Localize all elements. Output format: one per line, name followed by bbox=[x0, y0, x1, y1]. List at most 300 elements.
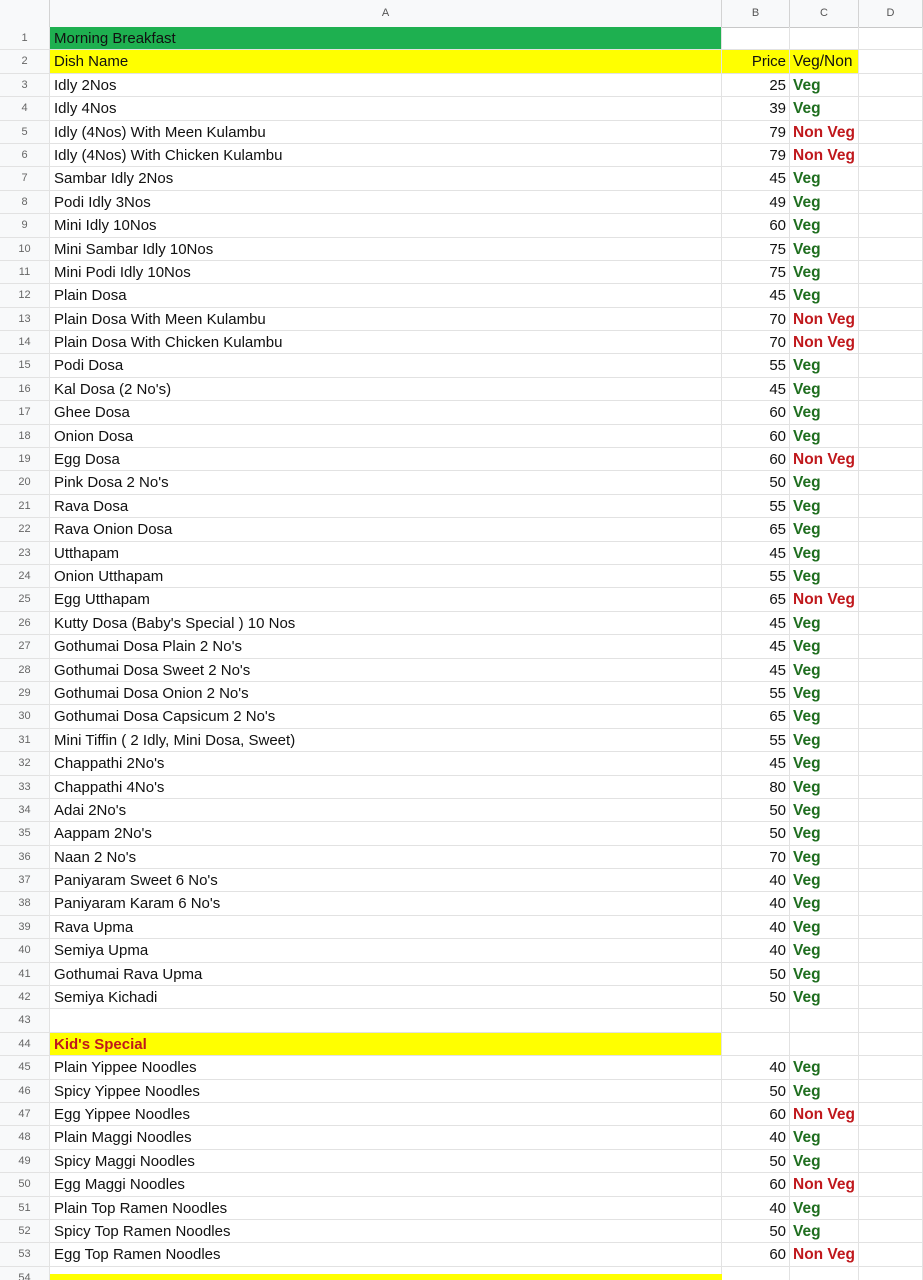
cell-veg-type[interactable]: Veg bbox=[790, 471, 859, 493]
cell-dish-name[interactable]: Mini Idly 10Nos bbox=[50, 214, 722, 236]
cell-dish-name[interactable]: Sambar Idly 2Nos bbox=[50, 167, 722, 189]
cell-veg-type[interactable]: Veg bbox=[790, 167, 859, 189]
cell-empty[interactable] bbox=[859, 1103, 923, 1125]
cell-empty[interactable] bbox=[722, 27, 790, 49]
cell-price[interactable]: 75 bbox=[722, 238, 790, 260]
cell-veg-type[interactable]: Veg bbox=[790, 659, 859, 681]
cell-veg-type[interactable]: Non Veg bbox=[790, 588, 859, 610]
cell-veg-type[interactable]: Non Veg bbox=[790, 1243, 859, 1265]
cell-price[interactable]: 79 bbox=[722, 121, 790, 143]
table-row bbox=[0, 986, 923, 1009]
row-number[interactable]: 40 bbox=[0, 939, 50, 961]
cell-empty[interactable] bbox=[859, 261, 923, 283]
row-number[interactable]: 53 bbox=[0, 1243, 50, 1265]
cell-dish-name[interactable]: Onion Dosa bbox=[50, 425, 722, 447]
cell-empty[interactable] bbox=[859, 238, 923, 260]
cell-dish-name[interactable]: Kal Dosa (2 No's) bbox=[50, 378, 722, 400]
cell-price[interactable]: 70 bbox=[722, 846, 790, 868]
cell-dish-name[interactable]: Gothumai Rava Upma bbox=[50, 963, 722, 985]
cell-empty[interactable] bbox=[859, 565, 923, 587]
cell-dish-name[interactable]: Egg Top Ramen Noodles bbox=[50, 1243, 722, 1265]
cell-empty[interactable] bbox=[859, 939, 923, 961]
cell-empty[interactable] bbox=[859, 448, 923, 470]
cell-empty[interactable] bbox=[859, 542, 923, 564]
row-number[interactable]: 17 bbox=[0, 401, 50, 423]
row-number[interactable]: 14 bbox=[0, 331, 50, 353]
column-header-c[interactable]: C bbox=[790, 0, 859, 27]
cell-veg-type[interactable]: Veg bbox=[790, 729, 859, 751]
cell-dish-name[interactable]: Aappam 2No's bbox=[50, 822, 722, 844]
cell-dish-name[interactable]: Plain Dosa With Meen Kulambu bbox=[50, 308, 722, 330]
cell-price[interactable]: 50 bbox=[722, 822, 790, 844]
cell-veg-type[interactable]: Veg bbox=[790, 869, 859, 891]
row-number[interactable]: 20 bbox=[0, 471, 50, 493]
cell-price[interactable]: 70 bbox=[722, 331, 790, 353]
cell-price[interactable]: 40 bbox=[722, 869, 790, 891]
cell-dish-name[interactable]: Egg Utthapam bbox=[50, 588, 722, 610]
cell-price[interactable]: 50 bbox=[722, 986, 790, 1008]
cell-empty[interactable] bbox=[859, 191, 923, 213]
cell-empty[interactable] bbox=[859, 1150, 923, 1172]
row-number[interactable]: 36 bbox=[0, 846, 50, 868]
cell-veg-type[interactable]: Non Veg bbox=[790, 448, 859, 470]
cell-price[interactable]: 65 bbox=[722, 588, 790, 610]
cell-empty[interactable] bbox=[859, 588, 923, 610]
cell-veg-type[interactable]: Veg bbox=[790, 378, 859, 400]
cell-empty[interactable] bbox=[859, 27, 923, 49]
row-number[interactable]: 41 bbox=[0, 963, 50, 985]
cell-veg-type[interactable]: Veg bbox=[790, 1150, 859, 1172]
cell-dish-name[interactable]: Idly (4Nos) With Chicken Kulambu bbox=[50, 144, 722, 166]
cell-empty[interactable] bbox=[790, 1009, 859, 1031]
row-number[interactable]: 1 bbox=[0, 27, 50, 49]
table-row bbox=[0, 191, 923, 214]
cell-price[interactable]: 50 bbox=[722, 799, 790, 821]
row-number[interactable]: 25 bbox=[0, 588, 50, 610]
cell-dish-name[interactable]: Idly 2Nos bbox=[50, 74, 722, 96]
cell-empty[interactable] bbox=[859, 425, 923, 447]
cell-price[interactable]: 75 bbox=[722, 261, 790, 283]
cell-dish-name[interactable]: Rava Onion Dosa bbox=[50, 518, 722, 540]
row-number[interactable]: 29 bbox=[0, 682, 50, 704]
row-number[interactable]: 50 bbox=[0, 1173, 50, 1195]
cell-empty[interactable] bbox=[859, 986, 923, 1008]
row-number[interactable]: 21 bbox=[0, 495, 50, 517]
cell-veg-type[interactable]: Non Veg bbox=[790, 121, 859, 143]
row-number[interactable]: 28 bbox=[0, 659, 50, 681]
cell-empty[interactable] bbox=[859, 776, 923, 798]
column-header-d[interactable]: D bbox=[859, 0, 923, 27]
cell-veg-type[interactable]: Veg bbox=[790, 495, 859, 517]
cell-veg-type[interactable]: Veg bbox=[790, 892, 859, 914]
cell-dish-name[interactable]: Gothumai Dosa Plain 2 No's bbox=[50, 635, 722, 657]
menu-title[interactable]: Morning Breakfast bbox=[50, 27, 722, 49]
cell-dish-name[interactable]: Semiya Upma bbox=[50, 939, 722, 961]
cell-price[interactable]: 60 bbox=[722, 448, 790, 470]
table-row bbox=[0, 378, 923, 401]
cell-empty[interactable] bbox=[859, 144, 923, 166]
table-row bbox=[0, 1126, 923, 1149]
cell-price[interactable]: 60 bbox=[722, 425, 790, 447]
cell-veg-type[interactable]: Veg bbox=[790, 776, 859, 798]
cell-empty[interactable] bbox=[859, 308, 923, 330]
cell-dish-name[interactable]: Spicy Yippee Noodles bbox=[50, 1080, 722, 1102]
cell-empty[interactable] bbox=[859, 97, 923, 119]
cell-price[interactable]: 50 bbox=[722, 1080, 790, 1102]
cell-price[interactable]: 55 bbox=[722, 729, 790, 751]
cell-price[interactable]: 45 bbox=[722, 659, 790, 681]
cell-empty[interactable] bbox=[859, 121, 923, 143]
cell-dish-name[interactable]: Spicy Top Ramen Noodles bbox=[50, 1220, 722, 1242]
cell-dish-name[interactable]: Ghee Dosa bbox=[50, 401, 722, 423]
cell-price[interactable]: 50 bbox=[722, 1150, 790, 1172]
row-number[interactable]: 47 bbox=[0, 1103, 50, 1125]
cell-empty[interactable] bbox=[859, 892, 923, 914]
cell-price[interactable]: 45 bbox=[722, 378, 790, 400]
row-number[interactable]: 10 bbox=[0, 238, 50, 260]
cell-price[interactable]: 45 bbox=[722, 284, 790, 306]
cell-veg-type[interactable]: Veg bbox=[790, 425, 859, 447]
cell-dish-name[interactable]: Adai 2No's bbox=[50, 799, 722, 821]
cell-empty[interactable] bbox=[859, 659, 923, 681]
cell-empty[interactable] bbox=[859, 682, 923, 704]
cell-price[interactable]: 40 bbox=[722, 892, 790, 914]
row-number[interactable]: 48 bbox=[0, 1126, 50, 1148]
cell-veg-type[interactable]: Veg bbox=[790, 963, 859, 985]
section-row bbox=[0, 1033, 923, 1056]
cell-veg-type[interactable]: Non Veg bbox=[790, 1103, 859, 1125]
cell-empty[interactable] bbox=[859, 1220, 923, 1242]
cell-price[interactable]: 70 bbox=[722, 308, 790, 330]
row-number[interactable]: 35 bbox=[0, 822, 50, 844]
cell-empty[interactable] bbox=[859, 1267, 923, 1280]
empty-row bbox=[0, 1009, 923, 1032]
row-number[interactable]: 27 bbox=[0, 635, 50, 657]
table-row bbox=[0, 822, 923, 845]
cell-dish-name[interactable]: Mini Sambar Idly 10Nos bbox=[50, 238, 722, 260]
cell-empty[interactable] bbox=[859, 167, 923, 189]
cell-veg-type[interactable]: Non Veg bbox=[790, 331, 859, 353]
cell-empty[interactable] bbox=[859, 214, 923, 236]
cell-empty[interactable] bbox=[859, 799, 923, 821]
cell-dish-name[interactable]: Podi Dosa bbox=[50, 354, 722, 376]
row-number[interactable]: 26 bbox=[0, 612, 50, 634]
cell-dish-name[interactable]: Plain Maggi Noodles bbox=[50, 1126, 722, 1148]
cell-price[interactable]: 60 bbox=[722, 1103, 790, 1125]
cell-price[interactable]: 40 bbox=[722, 1056, 790, 1078]
cell-empty[interactable] bbox=[859, 635, 923, 657]
cell-dish-name[interactable]: Plain Dosa bbox=[50, 284, 722, 306]
cell-empty[interactable] bbox=[859, 495, 923, 517]
table-row bbox=[0, 542, 923, 565]
row-number[interactable]: 30 bbox=[0, 705, 50, 727]
cell-empty[interactable] bbox=[859, 471, 923, 493]
row-number[interactable]: 34 bbox=[0, 799, 50, 821]
cell-veg-type[interactable]: Non Veg bbox=[790, 308, 859, 330]
row-number[interactable]: 8 bbox=[0, 191, 50, 213]
cell-price[interactable]: 55 bbox=[722, 354, 790, 376]
cell-dish-name[interactable]: Kutty Dosa (Baby's Special ) 10 Nos bbox=[50, 612, 722, 634]
select-all-corner[interactable] bbox=[0, 0, 50, 27]
cell-veg-type[interactable]: Veg bbox=[790, 284, 859, 306]
cell-empty[interactable] bbox=[790, 1267, 859, 1280]
row-number[interactable]: 7 bbox=[0, 167, 50, 189]
row-number[interactable]: 22 bbox=[0, 518, 50, 540]
cell-dish-name[interactable]: Rava Upma bbox=[50, 916, 722, 938]
row-number[interactable]: 19 bbox=[0, 448, 50, 470]
cell-empty[interactable] bbox=[859, 1080, 923, 1102]
cell-dish-name[interactable]: Mini Podi Idly 10Nos bbox=[50, 261, 722, 283]
row-number[interactable]: 11 bbox=[0, 261, 50, 283]
cell-veg-type[interactable]: Veg bbox=[790, 822, 859, 844]
table-row bbox=[0, 1220, 923, 1243]
table-row bbox=[0, 612, 923, 635]
cell-empty[interactable] bbox=[859, 50, 923, 72]
row-number[interactable]: 49 bbox=[0, 1150, 50, 1172]
cell-empty[interactable] bbox=[859, 846, 923, 868]
cell-price[interactable]: 60 bbox=[722, 214, 790, 236]
row-number[interactable]: 16 bbox=[0, 378, 50, 400]
table-row bbox=[0, 518, 923, 541]
cell-dish-name[interactable]: Idly (4Nos) With Meen Kulambu bbox=[50, 121, 722, 143]
cell-dish-name[interactable]: Plain Dosa With Chicken Kulambu bbox=[50, 331, 722, 353]
cell-price[interactable]: 40 bbox=[722, 939, 790, 961]
table-row bbox=[0, 776, 923, 799]
cell-veg-type[interactable]: Veg bbox=[790, 799, 859, 821]
row-number[interactable]: 9 bbox=[0, 214, 50, 236]
cell-price[interactable]: 25 bbox=[722, 74, 790, 96]
section-title-kids-special[interactable]: Kid's Special bbox=[50, 1033, 722, 1055]
cell-price[interactable]: 60 bbox=[722, 1243, 790, 1265]
header-veg-non[interactable]: Veg/Non bbox=[790, 50, 859, 72]
row-number[interactable]: 24 bbox=[0, 565, 50, 587]
cell-dish-name[interactable]: Gothumai Dosa Sweet 2 No's bbox=[50, 659, 722, 681]
cell-empty[interactable] bbox=[859, 284, 923, 306]
row-number[interactable]: 51 bbox=[0, 1197, 50, 1219]
cell-dish-name[interactable]: Podi Idly 3Nos bbox=[50, 191, 722, 213]
row-number[interactable]: 3 bbox=[0, 74, 50, 96]
cell-empty[interactable] bbox=[722, 1009, 790, 1031]
cell-empty[interactable] bbox=[859, 518, 923, 540]
row-number[interactable]: 43 bbox=[0, 1009, 50, 1031]
cell-price[interactable]: 65 bbox=[722, 518, 790, 540]
cell-empty[interactable] bbox=[50, 1009, 722, 1031]
cell-dish-name[interactable]: Onion Utthapam bbox=[50, 565, 722, 587]
cell-price[interactable]: 45 bbox=[722, 752, 790, 774]
cell-dish-name[interactable]: Egg Yippee Noodles bbox=[50, 1103, 722, 1125]
cell-dish-name[interactable]: Plain Yippee Noodles bbox=[50, 1056, 722, 1078]
cell-veg-type[interactable]: Veg bbox=[790, 542, 859, 564]
cell-dish-name[interactable]: Chappathi 2No's bbox=[50, 752, 722, 774]
cell-empty[interactable] bbox=[722, 1267, 790, 1280]
cell-veg-type[interactable]: Veg bbox=[790, 1126, 859, 1148]
row-number[interactable]: 4 bbox=[0, 97, 50, 119]
row-number[interactable]: 39 bbox=[0, 916, 50, 938]
cell-price[interactable]: 79 bbox=[722, 144, 790, 166]
cell-veg-type[interactable]: Veg bbox=[790, 705, 859, 727]
cell-dish-name[interactable]: Semiya Kichadi bbox=[50, 986, 722, 1008]
row-number[interactable]: 5 bbox=[0, 121, 50, 143]
cell-empty[interactable] bbox=[859, 1197, 923, 1219]
cell-dish-name[interactable]: Naan 2 No's bbox=[50, 846, 722, 868]
cell-price[interactable]: 60 bbox=[722, 401, 790, 423]
cell-veg-type[interactable]: Veg bbox=[790, 682, 859, 704]
cell-veg-type[interactable]: Veg bbox=[790, 401, 859, 423]
cell-price[interactable]: 55 bbox=[722, 495, 790, 517]
row-number[interactable]: 2 bbox=[0, 50, 50, 72]
row-number[interactable]: 33 bbox=[0, 776, 50, 798]
cell-empty[interactable] bbox=[859, 869, 923, 891]
cell-veg-type[interactable]: Veg bbox=[790, 1056, 859, 1078]
table-row bbox=[0, 869, 923, 892]
cell-empty[interactable] bbox=[859, 963, 923, 985]
cell-empty[interactable] bbox=[790, 1033, 859, 1055]
cell-empty[interactable] bbox=[859, 1033, 923, 1055]
table-row bbox=[0, 97, 923, 120]
cell-empty[interactable] bbox=[859, 752, 923, 774]
cell-empty[interactable] bbox=[790, 27, 859, 49]
cell-empty[interactable] bbox=[859, 1009, 923, 1031]
cell-price[interactable]: 39 bbox=[722, 97, 790, 119]
cell-empty[interactable] bbox=[859, 916, 923, 938]
cell-veg-type[interactable]: Veg bbox=[790, 565, 859, 587]
cell-dish-name[interactable]: Idly 4Nos bbox=[50, 97, 722, 119]
cell-price[interactable]: 45 bbox=[722, 167, 790, 189]
cell-dish-name[interactable]: Gothumai Dosa Onion 2 No's bbox=[50, 682, 722, 704]
cell-veg-type[interactable]: Veg bbox=[790, 846, 859, 868]
cell-price[interactable]: 65 bbox=[722, 705, 790, 727]
cell-dish-name[interactable]: Chappathi 4No's bbox=[50, 776, 722, 798]
cell-veg-type[interactable]: Veg bbox=[790, 635, 859, 657]
row-number[interactable]: 46 bbox=[0, 1080, 50, 1102]
cell-veg-type[interactable]: Veg bbox=[790, 74, 859, 96]
row-number[interactable]: 32 bbox=[0, 752, 50, 774]
cell-dish-name[interactable]: Paniyaram Karam 6 No's bbox=[50, 892, 722, 914]
row-number[interactable]: 54 bbox=[0, 1267, 50, 1280]
row-number[interactable]: 42 bbox=[0, 986, 50, 1008]
cell-price[interactable]: 40 bbox=[722, 1197, 790, 1219]
cell-veg-type[interactable]: Veg bbox=[790, 518, 859, 540]
cell-veg-type[interactable]: Veg bbox=[790, 261, 859, 283]
cell-dish-name[interactable]: Egg Maggi Noodles bbox=[50, 1173, 722, 1195]
cell-veg-type[interactable]: Veg bbox=[790, 1080, 859, 1102]
column-header-b[interactable]: B bbox=[722, 0, 790, 27]
row-number[interactable]: 44 bbox=[0, 1033, 50, 1055]
cell-veg-type[interactable]: Veg bbox=[790, 612, 859, 634]
cell-dish-name[interactable]: Paniyaram Sweet 6 No's bbox=[50, 869, 722, 891]
cell-empty[interactable] bbox=[859, 729, 923, 751]
cell-veg-type[interactable]: Veg bbox=[790, 354, 859, 376]
cell-price[interactable]: 50 bbox=[722, 471, 790, 493]
cell-empty[interactable] bbox=[722, 1033, 790, 1055]
next-section-header-cell[interactable] bbox=[50, 1274, 722, 1280]
row-number[interactable]: 23 bbox=[0, 542, 50, 564]
table-row bbox=[0, 1173, 923, 1196]
row-number[interactable]: 13 bbox=[0, 308, 50, 330]
cell-veg-type[interactable]: Veg bbox=[790, 986, 859, 1008]
cell-price[interactable]: 55 bbox=[722, 682, 790, 704]
table-row bbox=[0, 963, 923, 986]
table-row bbox=[0, 425, 923, 448]
table-row bbox=[0, 799, 923, 822]
column-header-bar bbox=[0, 0, 923, 28]
cell-price[interactable]: 45 bbox=[722, 612, 790, 634]
header-price[interactable]: Price bbox=[722, 50, 790, 72]
cell-veg-type[interactable]: Veg bbox=[790, 214, 859, 236]
cell-veg-type[interactable]: Non Veg bbox=[790, 144, 859, 166]
cell-empty[interactable] bbox=[859, 74, 923, 96]
row-number[interactable]: 15 bbox=[0, 354, 50, 376]
row-number[interactable]: 45 bbox=[0, 1056, 50, 1078]
cell-price[interactable]: 49 bbox=[722, 191, 790, 213]
cell-price[interactable]: 40 bbox=[722, 916, 790, 938]
cell-dish-name[interactable]: Pink Dosa 2 No's bbox=[50, 471, 722, 493]
cell-dish-name[interactable]: Utthapam bbox=[50, 542, 722, 564]
cell-empty[interactable] bbox=[859, 1243, 923, 1265]
table-row bbox=[0, 448, 923, 471]
cell-empty[interactable] bbox=[859, 1126, 923, 1148]
cell-veg-type[interactable]: Non Veg bbox=[790, 1173, 859, 1195]
header-dish-name[interactable]: Dish Name bbox=[50, 50, 722, 72]
row-number[interactable]: 12 bbox=[0, 284, 50, 306]
cell-price[interactable]: 60 bbox=[722, 1173, 790, 1195]
cell-empty[interactable] bbox=[859, 705, 923, 727]
cell-veg-type[interactable]: Veg bbox=[790, 191, 859, 213]
cell-price[interactable]: 50 bbox=[722, 1220, 790, 1242]
table-row bbox=[0, 1197, 923, 1220]
cell-price[interactable]: 50 bbox=[722, 963, 790, 985]
cell-empty[interactable] bbox=[859, 822, 923, 844]
row-number[interactable]: 52 bbox=[0, 1220, 50, 1242]
cell-dish-name[interactable]: Spicy Maggi Noodles bbox=[50, 1150, 722, 1172]
cell-veg-type[interactable]: Veg bbox=[790, 752, 859, 774]
cell-price[interactable]: 40 bbox=[722, 1126, 790, 1148]
cell-price[interactable]: 55 bbox=[722, 565, 790, 587]
cell-dish-name[interactable]: Rava Dosa bbox=[50, 495, 722, 517]
cell-dish-name[interactable]: Plain Top Ramen Noodles bbox=[50, 1197, 722, 1219]
column-header-a[interactable]: A bbox=[50, 0, 722, 27]
cell-veg-type[interactable]: Veg bbox=[790, 238, 859, 260]
cell-veg-type[interactable]: Veg bbox=[790, 939, 859, 961]
table-row bbox=[0, 121, 923, 144]
row-number[interactable]: 37 bbox=[0, 869, 50, 891]
cell-empty[interactable] bbox=[859, 1173, 923, 1195]
cell-price[interactable]: 45 bbox=[722, 542, 790, 564]
cell-price[interactable]: 45 bbox=[722, 635, 790, 657]
cell-dish-name[interactable]: Egg Dosa bbox=[50, 448, 722, 470]
cell-veg-type[interactable]: Veg bbox=[790, 1197, 859, 1219]
cell-empty[interactable] bbox=[859, 378, 923, 400]
table-row bbox=[0, 705, 923, 728]
table-row bbox=[0, 284, 923, 307]
cell-empty[interactable] bbox=[859, 1056, 923, 1078]
cell-empty[interactable] bbox=[859, 354, 923, 376]
cell-empty[interactable] bbox=[859, 331, 923, 353]
cell-veg-type[interactable]: Veg bbox=[790, 97, 859, 119]
row-number[interactable]: 38 bbox=[0, 892, 50, 914]
row-number[interactable]: 18 bbox=[0, 425, 50, 447]
cell-veg-type[interactable]: Veg bbox=[790, 916, 859, 938]
cell-dish-name[interactable]: Mini Tiffin ( 2 Idly, Mini Dosa, Sweet) bbox=[50, 729, 722, 751]
row-number[interactable]: 6 bbox=[0, 144, 50, 166]
cell-empty[interactable] bbox=[859, 612, 923, 634]
cell-price[interactable]: 80 bbox=[722, 776, 790, 798]
row-number[interactable]: 31 bbox=[0, 729, 50, 751]
cell-dish-name[interactable]: Gothumai Dosa Capsicum 2 No's bbox=[50, 705, 722, 727]
cell-veg-type[interactable]: Veg bbox=[790, 1220, 859, 1242]
cell-empty[interactable] bbox=[859, 401, 923, 423]
table-row bbox=[0, 588, 923, 611]
